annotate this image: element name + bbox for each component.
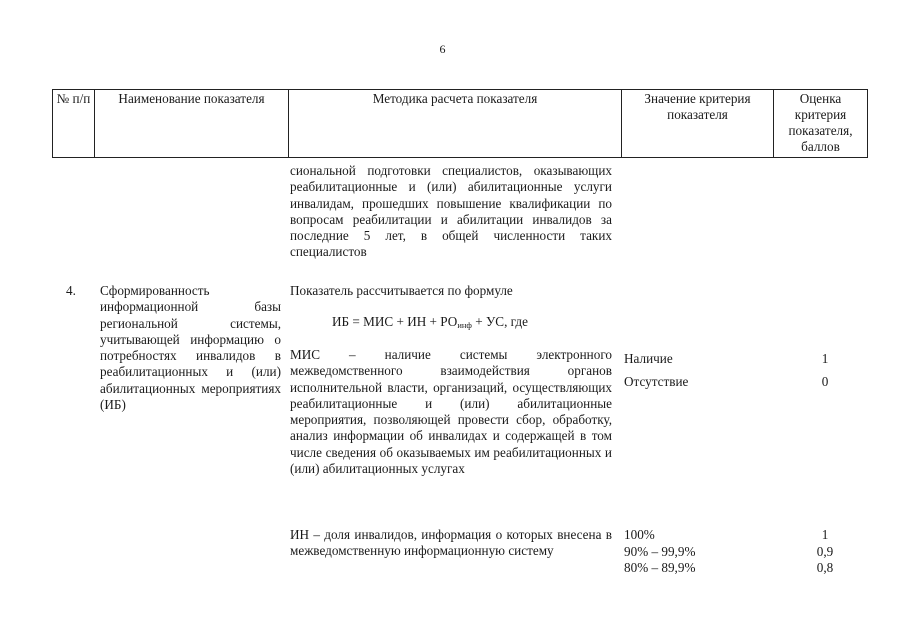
in-description: ИН – доля инвалидов, информация о которых внесена в межведомственную информационную систему (290, 527, 612, 559)
formula-intro: Показатель рассчитывается по формуле (290, 283, 513, 298)
in-value-item: 100% (624, 527, 655, 542)
header-cell-name: Наименование показателя (95, 90, 289, 158)
page-number: 6 (439, 42, 446, 56)
in-score-item: 1 (821, 527, 829, 542)
formula-subscript: инф (457, 320, 472, 330)
row-number: 4. (66, 283, 76, 298)
indicator-name: Сформированность информационной базы региональной системы, учитывающей информацию о потребностях инвалидов в реабилитационных и (или) абилитационных мероприятиях (ИБ) (100, 283, 281, 413)
in-score-item: 0,8 (816, 560, 834, 576)
continuation-text: сиональной подготовки специалистов, оказывающих реабилитационные и (или) абилитационные услуги инвалидам, прошедших повышение квалификации по вопросам реабилитации и абилитации инвалидов за последние 5 лет, в общей численности таких специалистов (290, 163, 612, 260)
header-cell-score: Оценка критерия показателя, баллов (774, 90, 868, 158)
header-cell-number: № п/п (53, 90, 95, 158)
formula-tail: + УС, где (471, 314, 528, 329)
mis-description: МИС – наличие системы электронного межведомственного взаимодействия органов исполнительной власти, организаций, осуществляющих реабилитационные и (или) абилитационные мероприятия, позволяющей провести сбор, обработку, анализ информации об инвалидах и содержащей в том числе сведения об оказываемых им реабилитационных и (или) абилитационных услугах (290, 347, 612, 477)
mis-score-item: 1 (821, 351, 829, 366)
mis-score-item: 0 (821, 374, 829, 389)
in-values (624, 527, 774, 577)
header-cell-method: Методика расчета показателя (289, 90, 622, 158)
in-score-item: 0,9 (816, 543, 834, 559)
header-cell-value: Значение критерия показателя (622, 90, 774, 158)
in-scores (800, 527, 850, 577)
mis-values (624, 347, 774, 393)
mis-value-item: Наличие (624, 351, 673, 366)
in-value-item: 90% – 99,9% (624, 543, 696, 559)
formula-main: ИБ = МИС + ИН + РО (332, 314, 458, 329)
mis-scores (800, 347, 850, 393)
mis-value-item: Отсутствие (624, 374, 689, 389)
table-header (52, 89, 868, 158)
formula (332, 314, 612, 330)
in-value-item: 80% – 89,9% (624, 560, 696, 576)
